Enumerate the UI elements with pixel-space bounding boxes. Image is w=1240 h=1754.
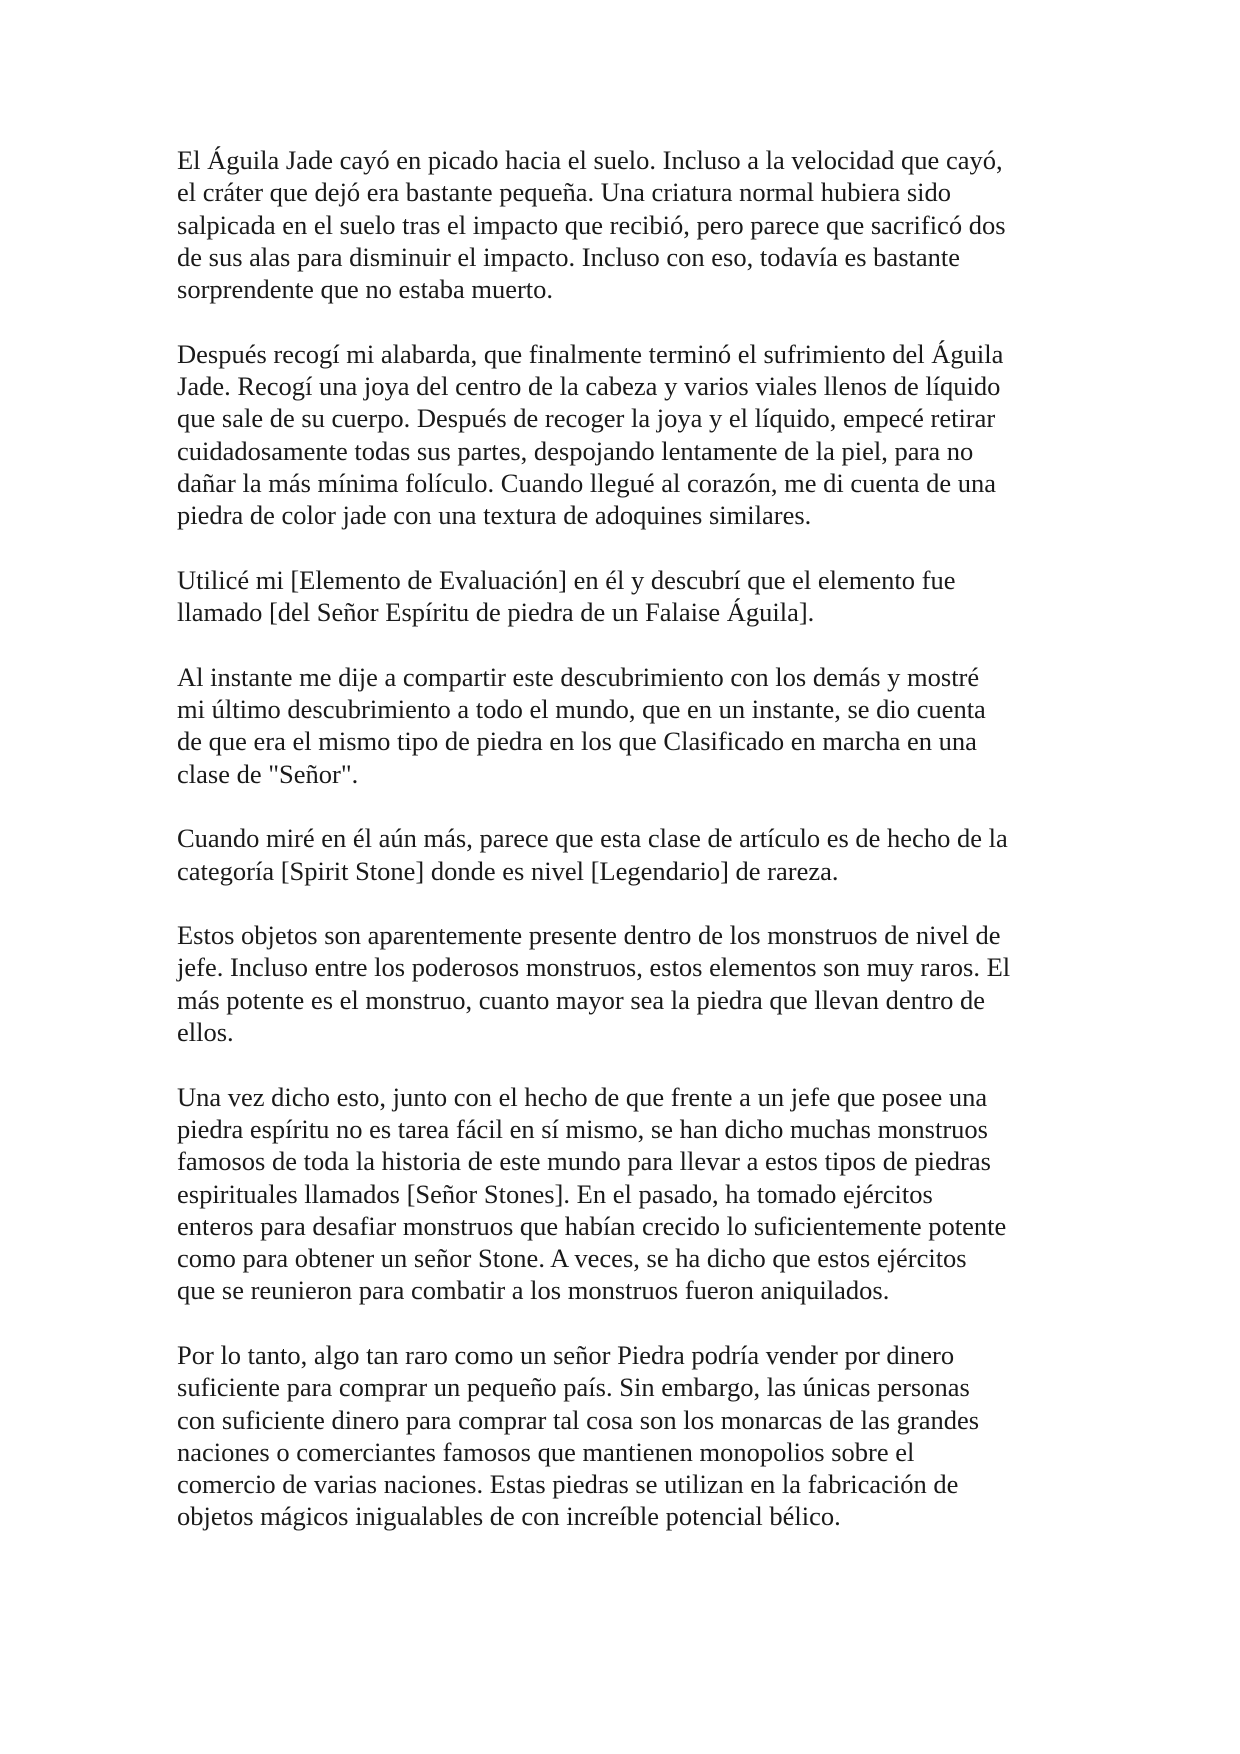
text-line: Una vez dicho esto, junto con el hecho de que frente a un jefe que posee una [177,1081,988,1112]
text-line: Por lo tanto, algo tan raro como un señor Piedra podría vender por dinero [177,1339,955,1370]
text-line: como para obtener un señor Stone. A veces, se ha dicho que estos ejércitos [177,1243,967,1274]
text-line: enteros para desafiar monstruos que habían crecido lo suficientemente potente [177,1210,1007,1241]
text-line: Estos objetos son aparentemente presente dentro de los monstruos de nivel de [177,920,1001,951]
text-line: salpicada en el suelo tras el impacto que recibió, pero parece que sacrificó dos [177,209,1006,240]
text-line: naciones o comerciantes famosos que mantienen monopolios sobre el [177,1436,915,1467]
text-line: categoría [Spirit Stone] donde es nivel [Legendario] de rareza. [177,855,839,886]
text-line: suficiente para comprar un pequeño país. Sin embargo, las únicas personas [177,1372,970,1403]
text-line: que sale de su cuerpo. Después de recoger la joya y el líquido, empecé retirar [177,403,996,434]
text-line: Jade. Recogí una joya del centro de la cabeza y varios viales llenos de líquido [177,371,1001,402]
text-line: famosos de toda la historia de este mundo para llevar a estos tipos de piedras [177,1146,991,1177]
text-line: comercio de varias naciones. Estas piedras se utilizan en la fabricación de [177,1469,959,1500]
text-line: el cráter que dejó era bastante pequeña. Una criatura normal hubiera sido [177,177,952,208]
paragraph-6 [177,919,1077,1048]
paragraph-1 [177,144,1077,305]
text-line: Al instante me dije a compartir este descubrimiento con los demás y mostré [177,661,980,692]
text-line: clase de "Señor". [177,758,359,789]
paragraph-8 [177,1339,1077,1533]
text-line: Después recogí mi alabarda, que finalmente terminó el sufrimiento del Águila [177,338,1004,369]
text-line: dañar la más mínima folículo. Cuando llegué al corazón, me di cuenta de una [177,467,997,498]
paragraph-2 [177,338,1077,532]
text-line: El Águila Jade cayó en picado hacia el suelo. Incluso a la velocidad que cayó, [177,145,1003,175]
paragraph-4 [177,661,1077,790]
text-line: que se reunieron para combatir a los monstruos fueron aniquilados. [177,1275,890,1306]
text-line: cuidadosamente todas sus partes, despojando lentamente de la piel, para no [177,435,974,466]
paragraph-5 [177,822,1077,887]
text-line: Utilicé mi [Elemento de Evaluación] en él y descubrí que el elemento fue [177,564,956,595]
text-line: mi último descubrimiento a todo el mundo, que en un instante, se dio cuenta [177,694,986,725]
text-line: espirituales llamados [Señor Stones]. En el pasado, ha tomado ejércitos [177,1178,933,1209]
body-text [177,144,1077,1565]
text-line: más potente es el monstruo, cuanto mayor sea la piedra que llevan dentro de [177,984,985,1015]
text-line: objetos mágicos inigualables de con increíble potencial bélico. [177,1501,841,1532]
text-line: ellos. [177,1017,234,1048]
text-line: llamado [del Señor Espíritu de piedra de un Falaise Águila]. [177,597,815,628]
text-line: piedra de color jade con una textura de adoquines similares. [177,500,812,531]
text-line: de sus alas para disminuir el impacto. Incluso con eso, todavía es bastante [177,241,961,272]
text-line: piedra espíritu no es tarea fácil en sí mismo, se han dicho muchas monstruos [177,1113,988,1144]
text-line: Cuando miré en él aún más, parece que esta clase de artículo es de hecho de la [177,823,1008,854]
text-line: jefe. Incluso entre los poderosos monstruos, estos elementos son muy raros. El [177,952,1011,983]
text-line: sorprendente que no estaba muerto. [177,274,554,305]
paragraph-7 [177,1081,1077,1307]
text-line: de que era el mismo tipo de piedra en los que Clasificado en marcha en una [177,726,977,757]
paragraph-3 [177,564,1077,629]
text-line: con suficiente dinero para comprar tal cosa son los monarcas de las grandes [177,1404,980,1435]
